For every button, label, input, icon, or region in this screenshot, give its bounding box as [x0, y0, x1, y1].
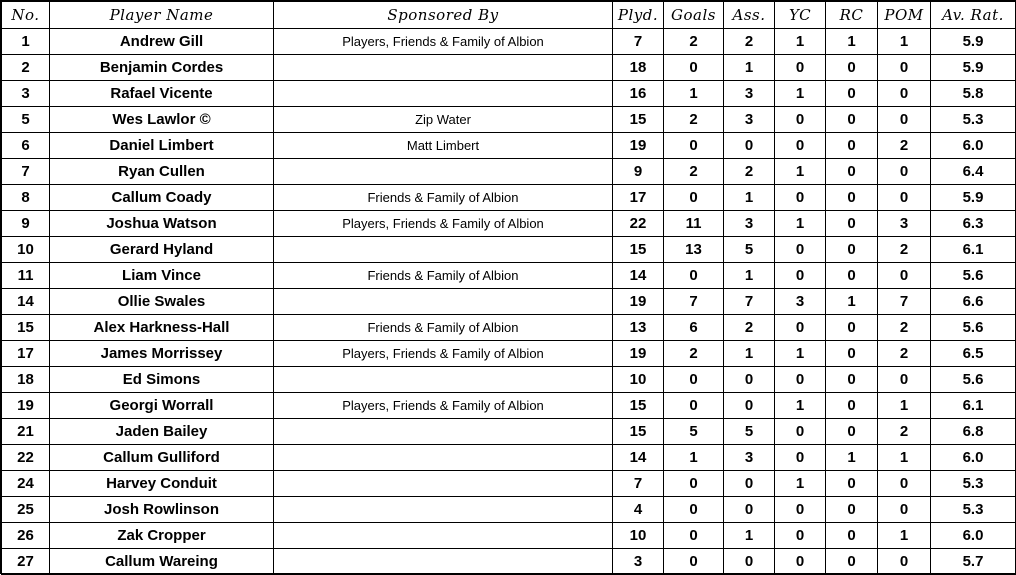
- assists-cell: 3: [724, 211, 775, 237]
- average-rating-cell: 6.3: [931, 211, 1016, 237]
- sponsor-cell: Players, Friends & Family of Albion: [274, 211, 613, 237]
- table-row: [2, 159, 1016, 185]
- player-name-cell: Joshua Watson: [50, 211, 274, 237]
- played-cell: 17: [613, 185, 664, 211]
- player-name-cell: Jaden Bailey: [50, 419, 274, 445]
- player-name-cell: Callum Coady: [50, 185, 274, 211]
- goals-cell: 0: [664, 497, 724, 523]
- goals-cell: 5: [664, 419, 724, 445]
- average-rating-cell: 5.7: [931, 549, 1016, 575]
- sponsor-cell: Friends & Family of Albion: [274, 263, 613, 289]
- player-of-match-cell: 0: [878, 549, 931, 575]
- player-of-match-cell: 2: [878, 315, 931, 341]
- red-cards-cell: 0: [826, 133, 878, 159]
- player-name-cell: Benjamin Cordes: [50, 55, 274, 81]
- yellow-cards-cell: 1: [775, 341, 826, 367]
- player-of-match-cell: 1: [878, 393, 931, 419]
- player-number-cell: 25: [2, 497, 50, 523]
- table-row: [2, 289, 1016, 315]
- player-of-match-cell: 1: [878, 523, 931, 549]
- average-rating-cell: 6.4: [931, 159, 1016, 185]
- red-cards-cell: 0: [826, 81, 878, 107]
- yellow-cards-cell: 0: [775, 55, 826, 81]
- player-name-cell: Ollie Swales: [50, 289, 274, 315]
- table-row: [2, 549, 1016, 575]
- sponsor-cell: [274, 289, 613, 315]
- assists-cell: 0: [724, 367, 775, 393]
- yellow-cards-cell: 0: [775, 367, 826, 393]
- played-cell: 13: [613, 315, 664, 341]
- red-cards-cell: 0: [826, 55, 878, 81]
- sponsor-cell: [274, 81, 613, 107]
- average-rating-cell: 5.3: [931, 107, 1016, 133]
- played-cell: 7: [613, 29, 664, 55]
- red-cards-cell: 0: [826, 419, 878, 445]
- header-row: [2, 2, 1016, 29]
- goals-cell: 2: [664, 159, 724, 185]
- player-name-cell: Rafael Vicente: [50, 81, 274, 107]
- table-row: [2, 29, 1016, 55]
- player-number-cell: 8: [2, 185, 50, 211]
- yellow-cards-cell: 0: [775, 185, 826, 211]
- player-name-cell: Callum Gulliford: [50, 445, 274, 471]
- assists-cell: 1: [724, 185, 775, 211]
- average-rating-cell: 5.6: [931, 315, 1016, 341]
- player-name-cell: Ed Simons: [50, 367, 274, 393]
- sponsor-cell: Friends & Family of Albion: [274, 315, 613, 341]
- header-ass: Ass.: [724, 2, 775, 29]
- played-cell: 18: [613, 55, 664, 81]
- table-row: [2, 211, 1016, 237]
- sponsor-cell: [274, 497, 613, 523]
- played-cell: 9: [613, 159, 664, 185]
- red-cards-cell: 0: [826, 497, 878, 523]
- player-name-cell: Georgi Worrall: [50, 393, 274, 419]
- assists-cell: 3: [724, 445, 775, 471]
- player-number-cell: 2: [2, 55, 50, 81]
- header-av-rat: Av. Rat.: [931, 2, 1016, 29]
- assists-cell: 0: [724, 497, 775, 523]
- sponsor-cell: [274, 237, 613, 263]
- red-cards-cell: 0: [826, 393, 878, 419]
- assists-cell: 1: [724, 263, 775, 289]
- player-name-cell: Andrew Gill: [50, 29, 274, 55]
- red-cards-cell: 0: [826, 237, 878, 263]
- average-rating-cell: 6.0: [931, 133, 1016, 159]
- goals-cell: 0: [664, 367, 724, 393]
- player-of-match-cell: 0: [878, 471, 931, 497]
- average-rating-cell: 5.9: [931, 29, 1016, 55]
- player-stats-table: [1, 1, 1016, 575]
- assists-cell: 1: [724, 55, 775, 81]
- goals-cell: 1: [664, 81, 724, 107]
- yellow-cards-cell: 0: [775, 315, 826, 341]
- sponsor-cell: Players, Friends & Family of Albion: [274, 341, 613, 367]
- player-name-cell: Alex Harkness-Hall: [50, 315, 274, 341]
- table-row: [2, 393, 1016, 419]
- player-number-cell: 3: [2, 81, 50, 107]
- table-row: [2, 341, 1016, 367]
- assists-cell: 0: [724, 471, 775, 497]
- average-rating-cell: 6.5: [931, 341, 1016, 367]
- player-number-cell: 27: [2, 549, 50, 575]
- sponsor-cell: [274, 523, 613, 549]
- goals-cell: 7: [664, 289, 724, 315]
- player-of-match-cell: 1: [878, 29, 931, 55]
- table-row: [2, 445, 1016, 471]
- red-cards-cell: 0: [826, 263, 878, 289]
- player-name-cell: Ryan Cullen: [50, 159, 274, 185]
- player-of-match-cell: 1: [878, 445, 931, 471]
- average-rating-cell: 6.0: [931, 445, 1016, 471]
- yellow-cards-cell: 1: [775, 211, 826, 237]
- red-cards-cell: 0: [826, 107, 878, 133]
- yellow-cards-cell: 0: [775, 523, 826, 549]
- header-rc: RC: [826, 2, 878, 29]
- red-cards-cell: 1: [826, 29, 878, 55]
- played-cell: 15: [613, 237, 664, 263]
- goals-cell: 0: [664, 55, 724, 81]
- table-row: [2, 419, 1016, 445]
- player-of-match-cell: 7: [878, 289, 931, 315]
- player-number-cell: 18: [2, 367, 50, 393]
- goals-cell: 0: [664, 133, 724, 159]
- player-number-cell: 10: [2, 237, 50, 263]
- player-name-cell: James Morrissey: [50, 341, 274, 367]
- yellow-cards-cell: 1: [775, 29, 826, 55]
- yellow-cards-cell: 1: [775, 159, 826, 185]
- goals-cell: 6: [664, 315, 724, 341]
- yellow-cards-cell: 1: [775, 81, 826, 107]
- yellow-cards-cell: 0: [775, 107, 826, 133]
- assists-cell: 5: [724, 237, 775, 263]
- player-number-cell: 19: [2, 393, 50, 419]
- player-number-cell: 22: [2, 445, 50, 471]
- player-number-cell: 15: [2, 315, 50, 341]
- average-rating-cell: 5.9: [931, 185, 1016, 211]
- sponsor-cell: [274, 549, 613, 575]
- played-cell: 14: [613, 263, 664, 289]
- player-of-match-cell: 3: [878, 211, 931, 237]
- player-name-cell: Liam Vince: [50, 263, 274, 289]
- assists-cell: 1: [724, 523, 775, 549]
- player-name-cell: Daniel Limbert: [50, 133, 274, 159]
- yellow-cards-cell: 0: [775, 419, 826, 445]
- played-cell: 19: [613, 289, 664, 315]
- sponsor-cell: Friends & Family of Albion: [274, 185, 613, 211]
- player-name-cell: Gerard Hyland: [50, 237, 274, 263]
- player-of-match-cell: 0: [878, 263, 931, 289]
- table-row: [2, 497, 1016, 523]
- yellow-cards-cell: 0: [775, 263, 826, 289]
- average-rating-cell: 6.8: [931, 419, 1016, 445]
- header-plyd: Plyd.: [613, 2, 664, 29]
- played-cell: 7: [613, 471, 664, 497]
- yellow-cards-cell: 0: [775, 445, 826, 471]
- sponsor-cell: [274, 419, 613, 445]
- header-no: No.: [2, 2, 50, 29]
- assists-cell: 2: [724, 159, 775, 185]
- player-number-cell: 24: [2, 471, 50, 497]
- average-rating-cell: 6.1: [931, 237, 1016, 263]
- assists-cell: 7: [724, 289, 775, 315]
- table-row: [2, 133, 1016, 159]
- player-number-cell: 17: [2, 341, 50, 367]
- sponsor-cell: Players, Friends & Family of Albion: [274, 393, 613, 419]
- red-cards-cell: 1: [826, 289, 878, 315]
- sponsor-cell: [274, 55, 613, 81]
- player-of-match-cell: 0: [878, 497, 931, 523]
- played-cell: 3: [613, 549, 664, 575]
- sponsor-cell: [274, 471, 613, 497]
- player-number-cell: 21: [2, 419, 50, 445]
- goals-cell: 0: [664, 549, 724, 575]
- red-cards-cell: 0: [826, 549, 878, 575]
- red-cards-cell: 0: [826, 341, 878, 367]
- table-row: [2, 107, 1016, 133]
- player-number-cell: 26: [2, 523, 50, 549]
- player-of-match-cell: 0: [878, 55, 931, 81]
- played-cell: 15: [613, 419, 664, 445]
- yellow-cards-cell: 0: [775, 497, 826, 523]
- player-of-match-cell: 2: [878, 419, 931, 445]
- player-of-match-cell: 0: [878, 367, 931, 393]
- goals-cell: 0: [664, 471, 724, 497]
- red-cards-cell: 0: [826, 367, 878, 393]
- goals-cell: 13: [664, 237, 724, 263]
- red-cards-cell: 0: [826, 185, 878, 211]
- average-rating-cell: 6.1: [931, 393, 1016, 419]
- sponsor-cell: [274, 367, 613, 393]
- header-goals: Goals: [664, 2, 724, 29]
- played-cell: 22: [613, 211, 664, 237]
- sponsor-cell: Players, Friends & Family of Albion: [274, 29, 613, 55]
- header-player-name: Player Name: [50, 2, 274, 29]
- average-rating-cell: 5.6: [931, 263, 1016, 289]
- player-of-match-cell: 0: [878, 159, 931, 185]
- table-row: [2, 315, 1016, 341]
- player-of-match-cell: 2: [878, 237, 931, 263]
- assists-cell: 3: [724, 81, 775, 107]
- assists-cell: 5: [724, 419, 775, 445]
- red-cards-cell: 0: [826, 315, 878, 341]
- yellow-cards-cell: 0: [775, 549, 826, 575]
- assists-cell: 0: [724, 133, 775, 159]
- sponsor-cell: Zip Water: [274, 107, 613, 133]
- played-cell: 19: [613, 133, 664, 159]
- table-row: [2, 263, 1016, 289]
- table-row: [2, 55, 1016, 81]
- yellow-cards-cell: 3: [775, 289, 826, 315]
- assists-cell: 2: [724, 315, 775, 341]
- yellow-cards-cell: 1: [775, 393, 826, 419]
- assists-cell: 0: [724, 393, 775, 419]
- player-of-match-cell: 2: [878, 133, 931, 159]
- header-sponsored-by: Sponsored By: [274, 2, 613, 29]
- average-rating-cell: 5.3: [931, 471, 1016, 497]
- goals-cell: 0: [664, 185, 724, 211]
- player-number-cell: 6: [2, 133, 50, 159]
- played-cell: 10: [613, 367, 664, 393]
- player-name-cell: Zak Cropper: [50, 523, 274, 549]
- header-pom: POM: [878, 2, 931, 29]
- red-cards-cell: 0: [826, 159, 878, 185]
- average-rating-cell: 5.9: [931, 55, 1016, 81]
- red-cards-cell: 1: [826, 445, 878, 471]
- table-row: [2, 471, 1016, 497]
- player-number-cell: 7: [2, 159, 50, 185]
- red-cards-cell: 0: [826, 471, 878, 497]
- goals-cell: 2: [664, 29, 724, 55]
- player-of-match-cell: 0: [878, 107, 931, 133]
- assists-cell: 2: [724, 29, 775, 55]
- player-number-cell: 11: [2, 263, 50, 289]
- table-row: [2, 237, 1016, 263]
- player-name-cell: Harvey Conduit: [50, 471, 274, 497]
- yellow-cards-cell: 0: [775, 237, 826, 263]
- player-of-match-cell: 2: [878, 341, 931, 367]
- assists-cell: 1: [724, 341, 775, 367]
- player-rows: [2, 29, 1016, 575]
- average-rating-cell: 6.0: [931, 523, 1016, 549]
- sponsor-cell: Matt Limbert: [274, 133, 613, 159]
- player-number-cell: 5: [2, 107, 50, 133]
- goals-cell: 2: [664, 341, 724, 367]
- table-row: [2, 81, 1016, 107]
- goals-cell: 0: [664, 523, 724, 549]
- player-of-match-cell: 0: [878, 185, 931, 211]
- played-cell: 15: [613, 107, 664, 133]
- table-row: [2, 367, 1016, 393]
- average-rating-cell: 6.6: [931, 289, 1016, 315]
- played-cell: 16: [613, 81, 664, 107]
- player-number-cell: 9: [2, 211, 50, 237]
- played-cell: 19: [613, 341, 664, 367]
- goals-cell: 11: [664, 211, 724, 237]
- red-cards-cell: 0: [826, 523, 878, 549]
- table-row: [2, 185, 1016, 211]
- sponsor-cell: [274, 445, 613, 471]
- played-cell: 14: [613, 445, 664, 471]
- yellow-cards-cell: 1: [775, 471, 826, 497]
- player-of-match-cell: 0: [878, 81, 931, 107]
- player-name-cell: Josh Rowlinson: [50, 497, 274, 523]
- goals-cell: 0: [664, 393, 724, 419]
- goals-cell: 1: [664, 445, 724, 471]
- table-row: [2, 523, 1016, 549]
- goals-cell: 0: [664, 263, 724, 289]
- average-rating-cell: 5.8: [931, 81, 1016, 107]
- average-rating-cell: 5.3: [931, 497, 1016, 523]
- player-number-cell: 14: [2, 289, 50, 315]
- red-cards-cell: 0: [826, 211, 878, 237]
- player-name-cell: Wes Lawlor ©: [50, 107, 274, 133]
- header-yc: YC: [775, 2, 826, 29]
- assists-cell: 0: [724, 549, 775, 575]
- played-cell: 4: [613, 497, 664, 523]
- average-rating-cell: 5.6: [931, 367, 1016, 393]
- assists-cell: 3: [724, 107, 775, 133]
- sponsor-cell: [274, 159, 613, 185]
- player-name-cell: Callum Wareing: [50, 549, 274, 575]
- played-cell: 10: [613, 523, 664, 549]
- goals-cell: 2: [664, 107, 724, 133]
- played-cell: 15: [613, 393, 664, 419]
- yellow-cards-cell: 0: [775, 133, 826, 159]
- player-number-cell: 1: [2, 29, 50, 55]
